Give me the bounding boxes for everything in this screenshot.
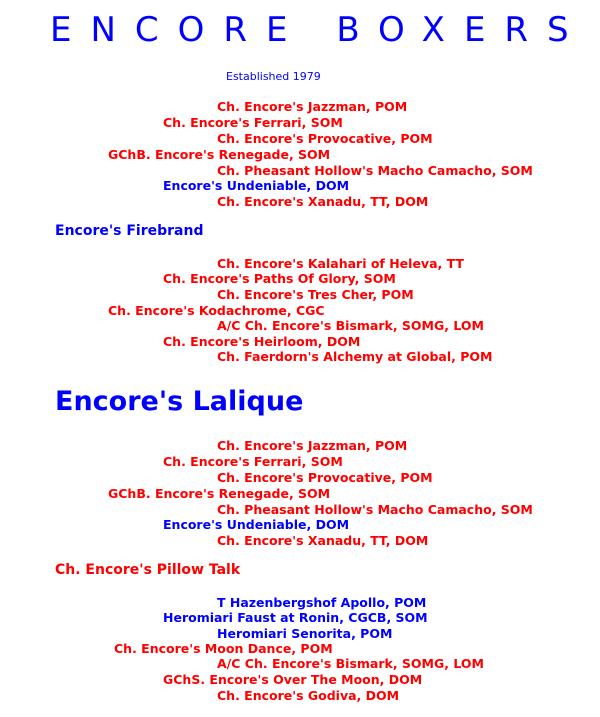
dam-name: Ch. Encore's Pillow Talk	[55, 562, 241, 578]
established-note: Established 1979	[226, 70, 321, 83]
pedigree-line: A/C Ch. Encore's Bismark, SOMG, LOM	[217, 656, 484, 671]
pedigree-line: Ch. Encore's Moon Dance, POM	[114, 641, 333, 656]
pedigree-line: Ch. Faerdorn's Alchemy at Global, POM	[217, 349, 493, 364]
pedigree-line: Ch. Encore's Xanadu, TT, DOM	[217, 533, 429, 548]
pedigree-line: Ch. Encore's Kodachrome, CGC	[108, 303, 325, 318]
pedigree-line: Ch. Encore's Ferrari, SOM	[163, 454, 343, 469]
pedigree-line: Ch. Pheasant Hollow's Macho Camacho, SOM	[217, 502, 533, 517]
pedigree-line: Heromiari Faust at Ronin, CGCB, SOM	[163, 610, 428, 625]
pedigree-line: T Hazenbergshof Apollo, POM	[217, 595, 427, 610]
pedigree-line: Ch. Encore's Provocative, POM	[217, 131, 433, 146]
pedigree-line: Ch. Encore's Xanadu, TT, DOM	[217, 194, 429, 209]
pedigree-line: Ch. Encore's Jazzman, POM	[217, 438, 408, 453]
pedigree-line: Ch. Encore's Tres Cher, POM	[217, 287, 414, 302]
pedigree-line: Ch. Encore's Jazzman, POM	[217, 99, 408, 114]
pedigree-line: GChB. Encore's Renegade, SOM	[108, 147, 331, 162]
pedigree-line: GChB. Encore's Renegade, SOM	[108, 486, 331, 501]
pedigree-line: Encore's Undeniable, DOM	[163, 178, 350, 193]
pedigree-line: GChS. Encore's Over The Moon, DOM	[163, 672, 423, 687]
pedigree-line: Ch. Encore's Godiva, DOM	[217, 688, 400, 703]
pedigree-line: Ch. Encore's Ferrari, SOM	[163, 115, 343, 130]
pedigree-line: Encore's Undeniable, DOM	[163, 517, 350, 532]
pedigree-line: Ch. Encore's Heirloom, DOM	[163, 334, 361, 349]
pedigree-line: Ch. Encore's Provocative, POM	[217, 470, 433, 485]
subject-name: Encore's Firebrand	[55, 223, 204, 239]
page-title: ENCORE BOXERS	[50, 10, 588, 50]
pedigree-line: Ch. Pheasant Hollow's Macho Camacho, SOM	[217, 163, 533, 178]
pedigree-line: Ch. Encore's Paths Of Glory, SOM	[163, 271, 396, 286]
section-heading: Encore's Lalique	[55, 386, 304, 417]
pedigree-line: A/C Ch. Encore's Bismark, SOMG, LOM	[217, 318, 484, 333]
pedigree-line: Heromiari Senorita, POM	[217, 626, 393, 641]
pedigree-line: Ch. Encore's Kalahari of Heleva, TT	[217, 256, 464, 271]
